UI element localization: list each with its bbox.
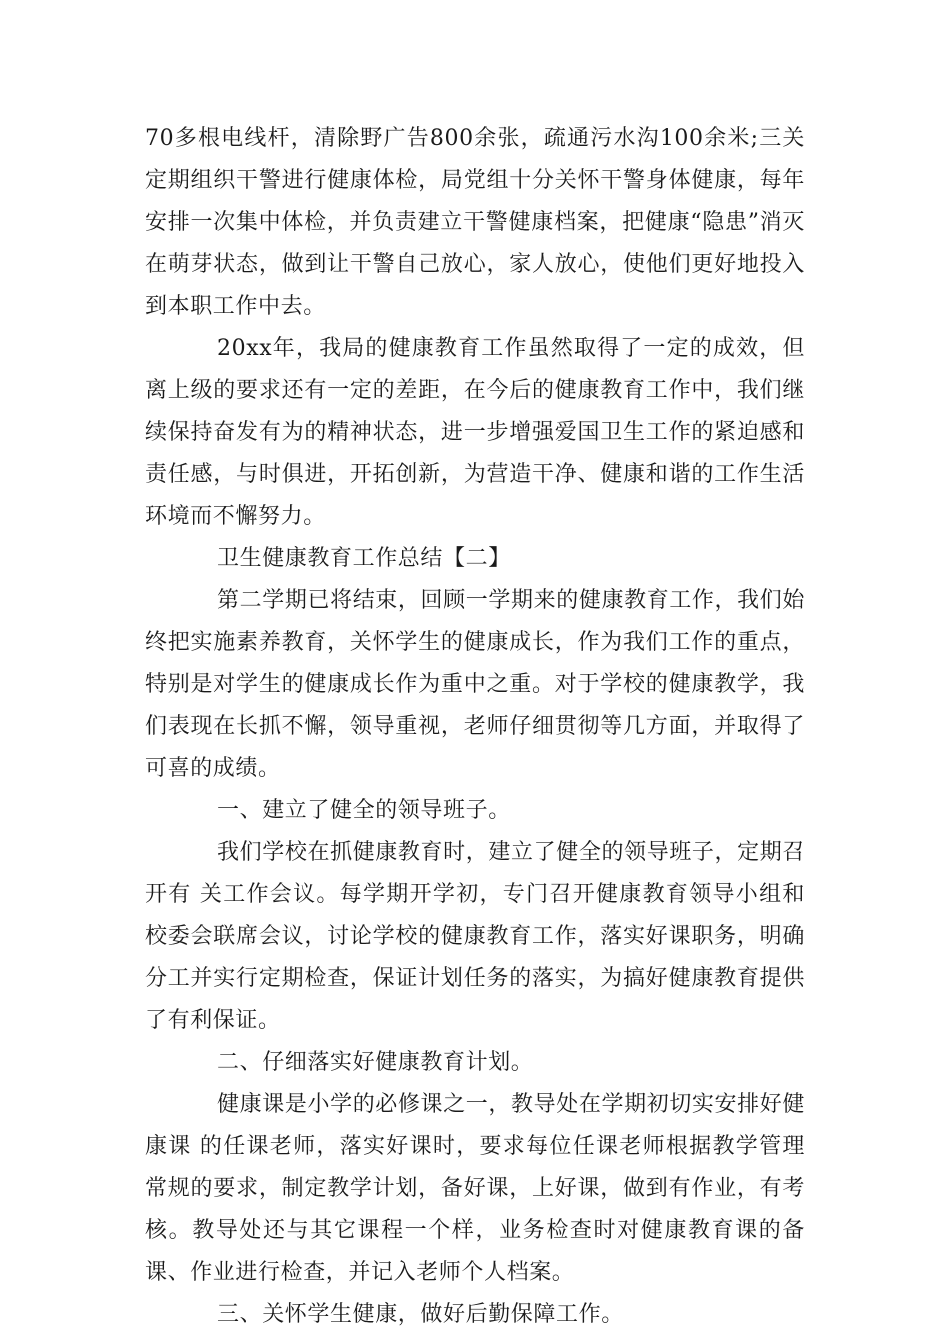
document-body xyxy=(145,118,805,1336)
paragraph-3: 第二学期已将结束，回顾一学期来的健康教育工作，我们始终把实施素养教育，关怀学生的健康成长，作为我们工作的重点，特别是对学生的健康成长作为重中之重。对于学校的健康教学，我们表现在长抓不懈，领导重视，老师仔细贯彻等几方面，并取得了可喜的成绩。 xyxy=(145,588,805,781)
subheading-2: 二、仔细落实好健康教育计划。 xyxy=(217,1050,534,1075)
paragraph-5: 健康课是小学的必修课之一，教导处在学期初切实安排好健康课 的任课老师，落实好课时，要求每位任课老师根据教学管理常规的要求，制定教学计划，备好课，上好课，做到有作业，有考核。教导处还与其它课程一个样，业务检查时对健康教育课的备课、作业进行检查，并记入老师个人档案。 xyxy=(145,1092,805,1285)
paragraph-1: 70多根电线杆，清除野广告800余张，疏通污水沟100余米;三关定期组织干警进行健康体检，局党组十分关怀干警身体健康，每年安排一次集中体检，并负责建立干警健康档案，把健康“隐患”消灭在萌芽状态，做到让干警自己放心，家人放心，使他们更好地投入到本职工作中去。 xyxy=(145,126,805,319)
paragraph-4: 我们学校在抓健康教育时，建立了健全的领导班子，定期召开有 关工作会议。每学期开学初，专门召开健康教育领导小组和校委会联席会议，讨论学校的健康教育工作，落实好课职务，明确分工并实行定期检查，保证计划任务的落实，为搞好健康教育提供了有利保证。 xyxy=(145,840,805,1033)
section-title: 卫生健康教育工作总结【二】 xyxy=(217,546,511,571)
subheading-3: 三、关怀学生健康，做好后勤保障工作。 xyxy=(217,1302,624,1327)
subheading-1: 一、建立了健全的领导班子。 xyxy=(217,798,511,823)
paragraph-2: 20xx年，我局的健康教育工作虽然取得了一定的成效，但离上级的要求还有一定的差距，在今后的健康教育工作中，我们继续保持奋发有为的精神状态，进一步增强爱国卫生工作的紧迫感和责任感，与时俱进，开拓创新，为营造干净、健康和谐的工作生活环境而不懈努力。 xyxy=(145,336,805,529)
